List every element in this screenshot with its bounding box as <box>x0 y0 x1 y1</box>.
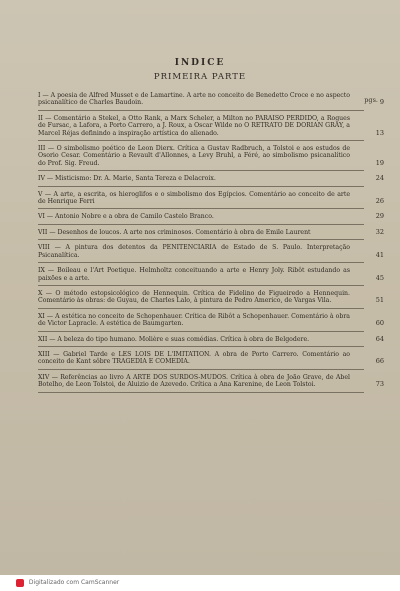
entry-page-number: 32 <box>375 227 384 236</box>
entry-text: XIII — Gabriel Tarde e LES LOIS DE L'IMITATION. A obra de Porto Carrero. Comentário ao conceito de Kant sôbre TRAGEDIA E COMEDIA. <box>38 350 350 366</box>
entry-text: XI — A estética no conceito de Schopenhauer. Crítica de Ribôt a Schopenhauer. Comentário à obra de Victor Lapracle. A estética de Baumgarten. <box>38 312 350 328</box>
index-entry <box>38 312 384 328</box>
divider <box>38 224 364 225</box>
entry-page-number: 19 <box>375 158 384 167</box>
index-entry <box>38 174 384 183</box>
entry-text: VIII — A pintura dos detentos da PENITENCIARIA de Estado de S. Paulo. Interpretação Psicanalítica. <box>38 244 350 259</box>
entry-text: XII — A beleza do tipo humano. Molière e suas comédias. Crítica à obra de Belgodere. <box>38 335 310 343</box>
divider <box>38 369 364 370</box>
index-entry <box>38 190 384 206</box>
divider <box>38 262 364 263</box>
footer-text: Digitalizado com CamScanner <box>28 579 120 586</box>
entry-text: V — A arte, a escrita, os hieroglifos e o simbolismo dos Egípcios. Comentário ao conceito de arte de Henrique Ferri <box>38 190 350 206</box>
index-entry <box>38 289 384 305</box>
divider <box>38 331 364 332</box>
index-entry <box>38 227 384 236</box>
entry-text: II — Comentário a Stekel, a Otto Rank, a Marx Scheler, a Milton no PARAISO PERDIDO, a Rogues de Fursac, a Lafora, a Porto Carrero, a J. Roux, a Oscar Wilde no O RETRATO DE DORIAN GRAY, a Marcel Réjas definindo a inspiração artística do alienado. <box>38 114 350 137</box>
index-heading: INDICE <box>174 58 226 68</box>
entry-text: IX — Boileau e l'Art Poetique. Helmholtz conceituando a arte e Henry Joly. Ribôt estudando as paixões e a arte. <box>38 267 350 282</box>
index-entry <box>38 267 384 282</box>
divider <box>38 285 364 286</box>
camscanner-icon <box>16 579 24 587</box>
index-entry <box>38 373 384 389</box>
divider <box>38 186 364 187</box>
entry-text: X — O método estopsicológico de Hennequin. Crítica de Fidelino de Figueiredo a Hennequin. Comentário às obras: de Guyau, de Charles Lalo, à pintura de Pedro Americo, de Vargas Vila. <box>38 289 350 305</box>
index-entry <box>38 244 384 259</box>
entry-page-number: 29 <box>375 212 384 221</box>
divider <box>38 308 364 309</box>
index-entry <box>38 114 384 137</box>
entry-page-number: 9 <box>379 98 384 107</box>
part-heading: PRIMEIRA PARTE <box>153 72 247 82</box>
divider <box>38 208 364 209</box>
divider <box>38 392 364 393</box>
entry-text: XIV — Referências ao livro A ARTE DOS SURDOS-MUDOS. Crítica à obra de João Grave, de Abel Botelho, de Leon Tolstoi, de Aluizio de Azevedo. Crítica a Ana Karenine, de Leon Tolstoi. <box>38 373 350 389</box>
entry-page-number: 64 <box>375 334 384 343</box>
divider <box>38 110 364 111</box>
entry-page-number: 26 <box>375 197 384 206</box>
entry-page-number: 13 <box>375 128 384 137</box>
divider <box>38 346 364 347</box>
divider <box>38 239 364 240</box>
entry-page-number: 24 <box>375 174 384 183</box>
entry-page-number: 41 <box>375 250 384 259</box>
index-entry <box>38 212 384 221</box>
entry-text: VI — Antonio Nobre e a obra de Camilo Castelo Branco. <box>38 213 214 221</box>
entry-text: III — O simbolismo poético de Leon Dierx. Crítica a Gustav Radbruch, a Tolstoi e aos estudos de Osorio Cesar. Comentário a Revault d'Allonnes, a Levy Bruhl, a Féré, ao simbolismo psicanalítico do Prof. Sig. Freud. <box>38 145 350 167</box>
entry-text: VII — Desenhos de loucos. A arte nos criminosos. Comentário à obra de Emile Laurent <box>38 228 311 236</box>
entry-page-number: 66 <box>375 357 384 366</box>
index-entry <box>38 145 384 167</box>
index-entry <box>38 334 384 343</box>
entry-page-number: 73 <box>375 380 384 389</box>
entry-page-number: 60 <box>375 319 384 328</box>
index-entry <box>38 350 384 366</box>
divider <box>38 170 364 171</box>
scanner-footer <box>0 575 400 591</box>
divider <box>38 140 364 141</box>
entry-text: I — A poesia de Alfred Musset e de Lamartine. A arte no conceito de Benedetto Croce e no aspecto psicanalítico de Charles Baudoin. <box>38 92 350 107</box>
entry-page-number: 45 <box>375 273 384 282</box>
entry-text: IV — Misticismo: Dr. A. Marie, Santa Tereza e Delacroix. <box>38 175 216 183</box>
pages-label: pgs. <box>364 96 378 104</box>
entry-page-number: 51 <box>375 296 384 305</box>
